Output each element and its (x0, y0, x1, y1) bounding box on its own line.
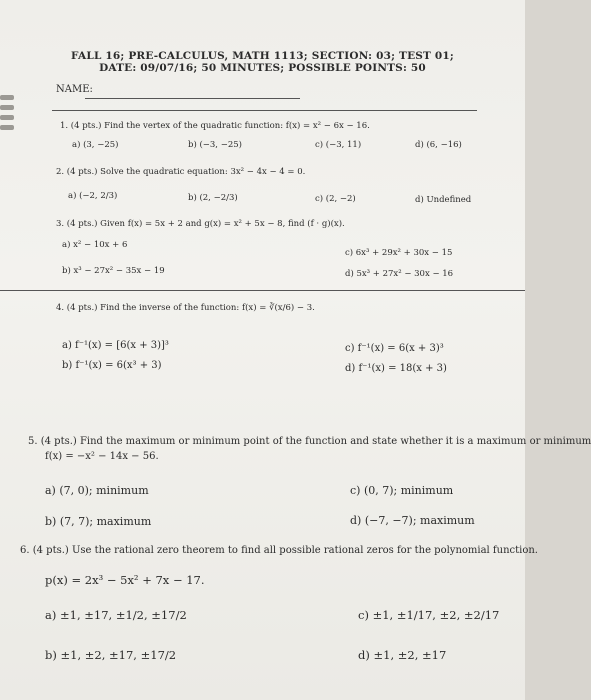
question-3-choice-b[interactable]: b) x³ − 27x² − 35x − 19 (62, 266, 165, 276)
question-4-choice-c[interactable]: c) f⁻¹(x) = 6(x + 3)³ (345, 343, 444, 354)
question-1-choice-c[interactable]: c) (−3, 11) (315, 140, 362, 150)
name-field-line[interactable] (85, 98, 300, 99)
question-5-choice-d[interactable]: d) (−7, −7); maximum (350, 514, 475, 527)
question-1-prompt: 1. (4 pts.) Find the vertex of the quadratic function: f(x) = x² − 6x − 16. (60, 121, 370, 131)
question-6-choice-a[interactable]: a) ±1, ±17, ±1/2, ±17/2 (45, 608, 187, 622)
question-4-choice-b[interactable]: b) f⁻¹(x) = 6(x³ + 3) (62, 360, 162, 371)
header-line-2: DATE: 09/07/16; 50 MINUTES; POSSIBLE POINTS: 50 (99, 62, 426, 74)
binder-holes (0, 95, 14, 135)
question-2-choice-b[interactable]: b) (2, −2/3) (188, 193, 238, 203)
question-1-choice-b[interactable]: b) (−3, −25) (188, 140, 242, 150)
question-3-prompt: 3. (4 pts.) Given f(x) = 5x + 2 and g(x) = x² + 5x − 8, find (f · g)(x). (56, 219, 345, 229)
name-label: NAME: (56, 84, 93, 95)
question-5-choice-c[interactable]: c) (0, 7); minimum (350, 484, 454, 497)
exam-header (0, 50, 525, 74)
question-5-choice-a[interactable]: a) (7, 0); minimum (45, 484, 149, 497)
question-3-choice-d[interactable]: d) 5x³ + 27x² − 30x − 16 (345, 269, 454, 279)
question-5-choice-b[interactable]: b) (7, 7); maximum (45, 515, 152, 528)
question-3-choice-a[interactable]: a) x² − 10x + 6 (62, 240, 128, 250)
question-2-choice-d[interactable]: d) Undefined (415, 195, 472, 205)
question-2-choice-a[interactable]: a) (−2, 2/3) (68, 191, 118, 201)
question-2-prompt: 2. (4 pts.) Solve the quadratic equation: 3x² − 4x − 4 = 0. (56, 167, 306, 177)
question-6-choice-b[interactable]: b) ±1, ±2, ±17, ±17/2 (45, 648, 177, 662)
question-6-polynomial: p(x) = 2x³ − 5x² + 7x − 17. (45, 573, 205, 587)
question-4-prompt: 4. (4 pts.) Find the inverse of the function: f(x) = ∛(x/6) − 3. (56, 303, 315, 313)
question-4-choice-a[interactable]: a) f⁻¹(x) = [6(x + 3)]³ (62, 340, 169, 351)
divider (52, 110, 477, 111)
question-1-choice-d[interactable]: d) (6, −16) (415, 140, 462, 150)
question-5-function: f(x) = −x² − 14x − 56. (45, 451, 159, 462)
question-4-choice-d[interactable]: d) f⁻¹(x) = 18(x + 3) (345, 363, 447, 374)
question-6-prompt: 6. (4 pts.) Use the rational zero theorem to find all possible rational zeros for the polynomial function. (20, 545, 538, 556)
question-5-prompt: 5. (4 pts.) Find the maximum or minimum point of the function and state whether it is a maximum or minimum (28, 436, 591, 447)
question-1-choice-a[interactable]: a) (3, −25) (72, 140, 119, 150)
question-6-choice-d[interactable]: d) ±1, ±2, ±17 (358, 648, 447, 662)
question-3-choice-c[interactable]: c) 6x³ + 29x² + 30x − 15 (345, 248, 453, 258)
question-2-choice-c[interactable]: c) (2, −2) (315, 194, 356, 204)
header-line-1: FALL 16; PRE-CALCULUS, MATH 1113; SECTION: 03; TEST 01; (70, 50, 455, 62)
divider (0, 290, 525, 291)
question-6-choice-c[interactable]: c) ±1, ±1/17, ±2, ±2/17 (358, 608, 500, 622)
